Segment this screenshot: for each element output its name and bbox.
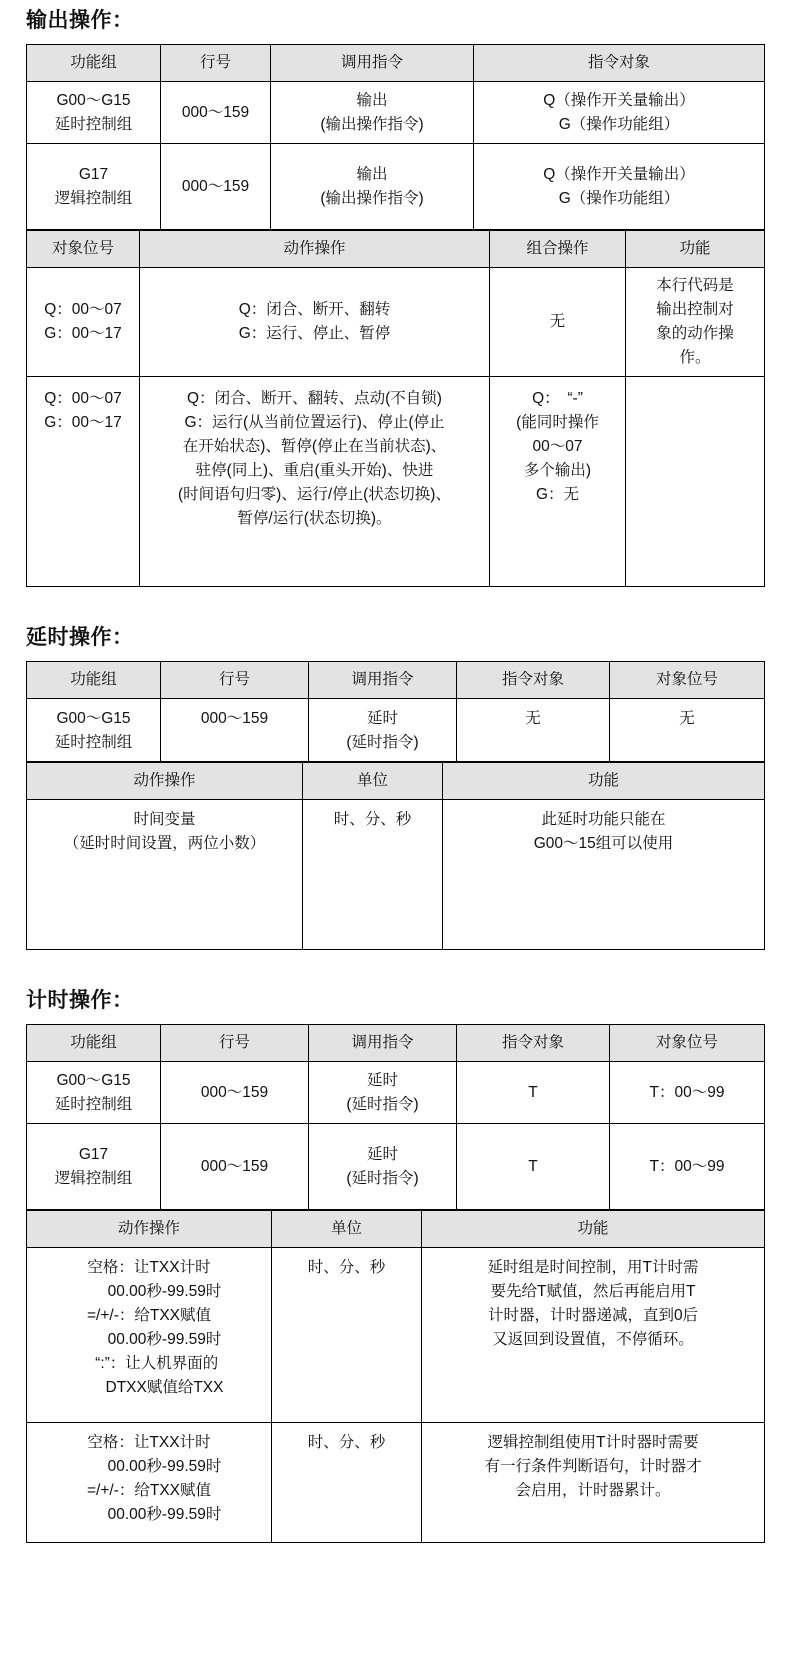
delay-operation-table-1	[26, 661, 765, 762]
cell-command-target: Q（操作开关量输出） G（操作功能组）	[474, 144, 765, 230]
delay-operation-table-2	[26, 762, 765, 950]
cell-unit: 时、分、秒	[272, 1248, 422, 1423]
cell-function-group: G00～G15 延时控制组	[27, 82, 161, 144]
col-header-unit: 单位	[272, 1211, 422, 1248]
cell-action-operation: 空格：让TXX计时 00.00秒-99.59时 =/+/-：给TXX赋值 00.00秒-99.59时	[27, 1423, 272, 1543]
output-operation-table-1	[26, 44, 765, 230]
col-header-function: 功能	[626, 231, 765, 268]
cell-function: 逻辑控制组使用T计时器时需要 有一行条件判断语句，计时器才 会启用，计时器累计。	[422, 1423, 765, 1543]
table-row	[27, 1124, 765, 1210]
table-row	[27, 1248, 765, 1423]
cell-action-operation: 时间变量 （延时时间设置，两位小数）	[27, 800, 303, 950]
section-title-delay: 延时操作：	[26, 626, 134, 650]
col-header-function-group: 功能组	[27, 1025, 161, 1062]
cell-command-target: Q（操作开关量输出） G（操作功能组）	[474, 82, 765, 144]
cell-line-number: 000～159	[161, 144, 271, 230]
col-header-call-command: 调用指令	[309, 1025, 457, 1062]
table-row	[27, 800, 765, 950]
table-header-row	[27, 1025, 765, 1062]
cell-action-operation: Q：闭合、断开、翻转、点动(不自锁) G：运行(从当前位置运行)、停止(停止 在开始状态)、暂停(停止在当前状态)、 驻停(同上)、重启(重头开始)、快进 (时间语句归零)、运行/停止(状态切换)、 暂停/运行(状态切换)。	[140, 377, 490, 587]
cell-call-command: 延时 (延时指令)	[309, 1062, 457, 1124]
table-row	[27, 82, 765, 144]
table-row	[27, 1423, 765, 1543]
table-row	[27, 699, 765, 762]
cell-line-number: 000～159	[161, 699, 309, 762]
cell-line-number: 000～159	[161, 1124, 309, 1210]
cell-object-bit: T：00～99	[610, 1062, 765, 1124]
cell-function: 延时组是时间控制，用T计时需 要先给T赋值，然后再能启用T 计时器，计时器递减，直到0后 又返回到设置值，不停循环。	[422, 1248, 765, 1423]
table-header-row	[27, 231, 765, 268]
output-operation-table-2	[26, 230, 765, 587]
section-title-timing: 计时操作：	[26, 989, 134, 1013]
cell-line-number: 000～159	[161, 82, 271, 144]
cell-action-operation: Q：闭合、断开、翻转 G：运行、停止、暂停	[140, 268, 490, 377]
cell-object-bit: Q：00～07 G：00～17	[27, 377, 140, 587]
col-header-function-group: 功能组	[27, 45, 161, 82]
table-row	[27, 1062, 765, 1124]
table-row	[27, 377, 765, 587]
timing-operation-table-2	[26, 1210, 765, 1543]
cell-function: 本行代码是 输出控制对 象的动作操 作。	[626, 268, 765, 377]
cell-combined-operation: 无	[490, 268, 626, 377]
col-header-function: 功能	[443, 763, 765, 800]
cell-command-target: 无	[457, 699, 610, 762]
cell-function-group: G00～G15 延时控制组	[27, 699, 161, 762]
col-header-line-number: 行号	[161, 1025, 309, 1062]
col-header-object-bit: 对象位号	[610, 1025, 765, 1062]
col-header-action-operation: 动作操作	[140, 231, 490, 268]
table-header-row	[27, 1211, 765, 1248]
col-header-command-target: 指令对象	[457, 1025, 610, 1062]
cell-combined-operation: Q： “-” (能同时操作 00～07 多个输出) G：无	[490, 377, 626, 587]
cell-call-command: 输出 (输出操作指令)	[271, 82, 474, 144]
timing-operation-table-1	[26, 1024, 765, 1210]
col-header-call-command: 调用指令	[271, 45, 474, 82]
col-header-function: 功能	[422, 1211, 765, 1248]
cell-function-group: G17 逻辑控制组	[27, 1124, 161, 1210]
table-row	[27, 268, 765, 377]
cell-object-bit: 无	[610, 699, 765, 762]
table-header-row	[27, 763, 765, 800]
col-header-action-operation: 动作操作	[27, 1211, 272, 1248]
cell-unit: 时、分、秒	[303, 800, 443, 950]
col-header-object-bit: 对象位号	[27, 231, 140, 268]
cell-command-target: T	[457, 1062, 610, 1124]
cell-action-operation: 空格：让TXX计时 00.00秒-99.59时 =/+/-：给TXX赋值 00.00秒-99.59时 “:”：让人机界面的 DTXX赋值给TXX	[27, 1248, 272, 1423]
cell-call-command: 输出 (输出操作指令)	[271, 144, 474, 230]
table-row	[27, 144, 765, 230]
col-header-line-number: 行号	[161, 662, 309, 699]
col-header-unit: 单位	[303, 763, 443, 800]
col-header-call-command: 调用指令	[309, 662, 457, 699]
col-header-command-target: 指令对象	[457, 662, 610, 699]
cell-line-number: 000～159	[161, 1062, 309, 1124]
cell-object-bit: T：00～99	[610, 1124, 765, 1210]
cell-function	[626, 377, 765, 587]
table-header-row	[27, 45, 765, 82]
col-header-object-bit: 对象位号	[610, 662, 765, 699]
cell-object-bit: Q：00～07 G：00～17	[27, 268, 140, 377]
col-header-action-operation: 动作操作	[27, 763, 303, 800]
cell-function-group: G00～G15 延时控制组	[27, 1062, 161, 1124]
table-header-row	[27, 662, 765, 699]
col-header-command-target: 指令对象	[474, 45, 765, 82]
col-header-function-group: 功能组	[27, 662, 161, 699]
section-title-output: 输出操作：	[26, 9, 134, 32]
cell-call-command: 延时 (延时指令)	[309, 699, 457, 762]
col-header-line-number: 行号	[161, 45, 271, 82]
col-header-combined-operation: 组合操作	[490, 231, 626, 268]
cell-function-group: G17 逻辑控制组	[27, 144, 161, 230]
cell-call-command: 延时 (延时指令)	[309, 1124, 457, 1210]
cell-unit: 时、分、秒	[272, 1423, 422, 1543]
cell-command-target: T	[457, 1124, 610, 1210]
cell-function: 此延时功能只能在 G00～15组可以使用	[443, 800, 765, 950]
